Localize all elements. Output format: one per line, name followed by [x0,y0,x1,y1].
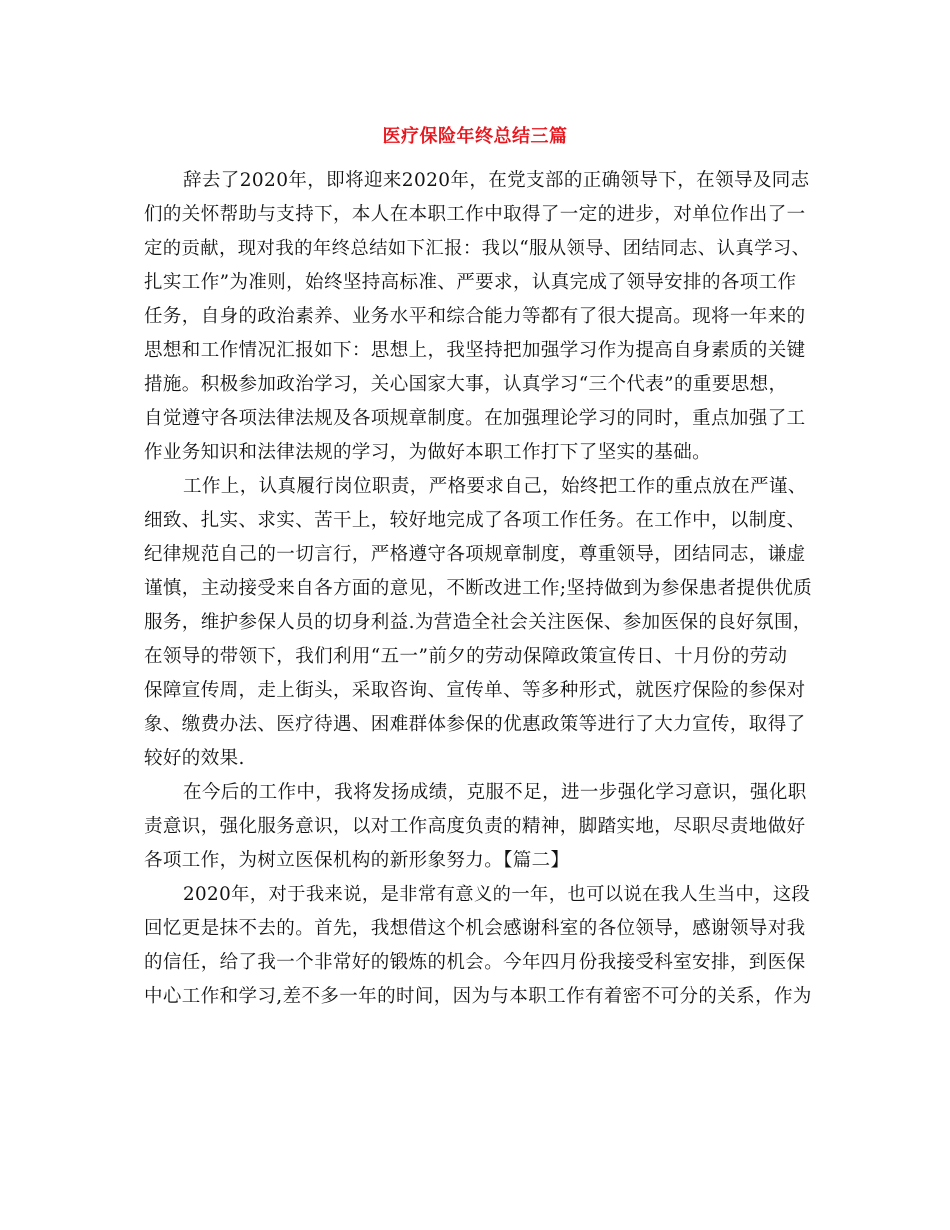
text-line: 作业务知识和法律法规的学习，为做好本职工作打下了坚实的基础。 [144,442,712,463]
document-title: 医疗保险年终总结三篇 [382,126,568,147]
text-line: 工作上，认真履行岗位职责，严格要求自己，始终把工作的重点放在严谨、 [183,476,807,497]
text-line: 服务，维护参保人员的切身利益.为营造全社会关注医保、参加医保的良好氛围， [144,612,812,633]
text-line: 象、缴费办法、医疗待遇、困难群体参保的优惠政策等进行了大力宣传，取得了 [144,714,806,735]
text-line: 的信任，给了我一个非常好的锻炼的机会。今年四月份我接受科室安排，到医保 [144,952,806,973]
document-body [144,164,814,1014]
text-line: 保障宣传周，走上街头，采取咨询、宣传单、等多种形式，就医疗保险的参保对 [144,680,806,701]
text-line: 思想和工作情况汇报如下：思想上，我坚持把加强学习作为提高自身素质的关键 [144,340,806,361]
text-line: 扎实工作”为准则，始终坚持高标准、严要求，认真完成了领导安排的各项工作 [144,272,797,293]
text-line: 们的关怀帮助与支持下，本人在本职工作中取得了一定的进步，对单位作出了一 [144,204,806,225]
text-line: 回忆更是抹不去的。首先，我想借这个机会感谢科室的各位领导，感谢领导对我 [144,918,806,939]
text-line: 各项工作，为树立医保机构的新形象努力。【篇二】 [144,850,570,871]
text-line: 较好的效果. [144,748,245,769]
text-line: 中心工作和学习,差不多一年的时间，因为与本职工作有着密不可分的关系，作为 [144,986,812,1007]
text-line: 2020年，对于我来说，是非常有意义的一年，也可以说在我人生当中，这段 [183,884,811,905]
text-line: 自觉遵守各项法律法规及各项规章制度。在加强理论学习的同时，重点加强了工 [144,408,806,429]
text-line: 措施。积极参加政治学习，关心国家大事，认真学习“三个代表”的重要思想， [144,374,788,395]
text-line: 辞去了2020年，即将迎来2020年，在党支部的正确领导下，在领导及同志 [183,170,810,191]
text-line: 细致、扎实、求实、苦干上，较好地完成了各项工作任务。在工作中，以制度、 [144,510,806,531]
text-line: 谨慎，主动接受来自各方面的意见，不断改进工作;坚持做到为参保患者提供优质 [144,578,813,599]
text-line: 责意识，强化服务意识，以对工作高度负责的精神，脚踏实地，尽职尽责地做好 [144,816,806,837]
text-line: 在今后的工作中，我将发扬成绩，克服不足，进一步强化学习意识，强化职 [183,782,807,803]
text-line: 纪律规范自己的一切言行，严格遵守各项规章制度，尊重领导，团结同志，谦虚 [144,544,806,565]
text-line: 任务，自身的政治素养、业务水平和综合能力等都有了很大提高。现将一年来的 [144,306,806,327]
text-line: 定的贡献，现对我的年终总结如下汇报：我以“服从领导、团结同志、认真学习、 [144,238,811,259]
text-line: 在领导的带领下，我们利用“五一”前夕的劳动保障政策宣传日、十月份的劳动 [144,646,788,667]
